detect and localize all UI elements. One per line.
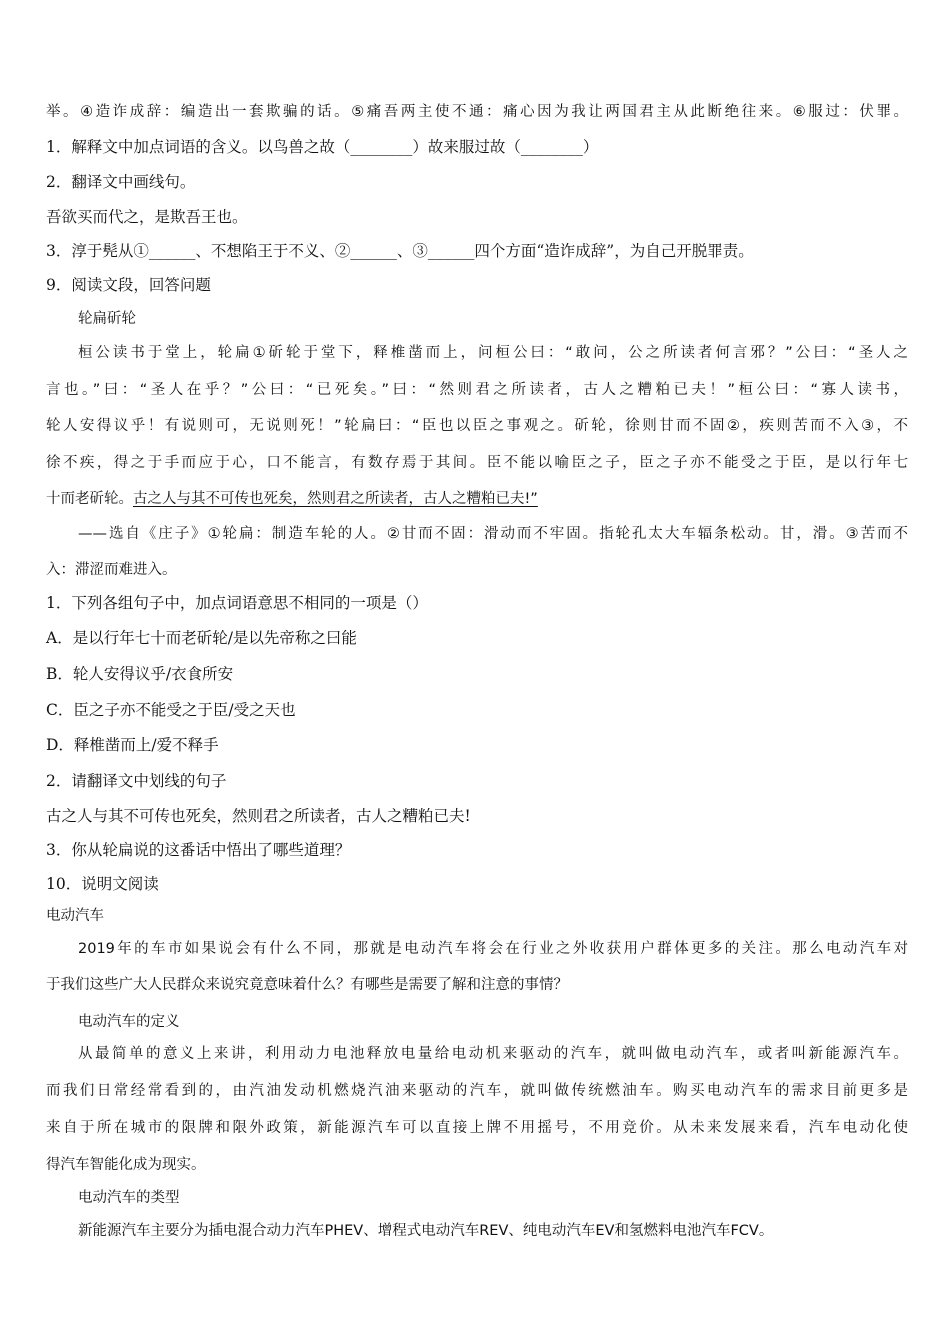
article-line: 于我们这些广大人民群众来说究竟意味着什么？有哪些是需要了解和注意的事情？	[46, 977, 568, 993]
option-c: C．臣之子亦不能受之于臣/受之天也	[46, 701, 296, 719]
option-a: A．是以行年七十而老斫轮/是以先帝称之曰能	[46, 629, 357, 647]
option-d: D．释椎凿而上/爱不释手	[46, 736, 219, 754]
passage-line: 徐不疾，得之于手而应于心，口不能言，有数存焉于其间。臣不能以喻臣之子，臣之子亦不能受之于臣，是以行年七	[46, 455, 908, 471]
underlined-sentence: 古之人与其不可传也死矣，然则君之所读者，古人之糟粕已夫!”	[133, 491, 538, 507]
source-note: 入：滞涩而难进入。	[46, 562, 177, 578]
article-title: 电动汽车	[46, 908, 104, 924]
question-line: 2．请翻译文中划线的句子	[46, 772, 227, 790]
question-line: 1．解释文中加点词语的含义。以鸟兽之故（________）故来服过故（________）	[46, 138, 599, 156]
article-line: 从最简单的意义上来讲，利用动力电池释放电量给电动机来驱动的汽车，就叫做电动汽车，或者叫新能源汽车。	[78, 1046, 908, 1062]
passage-text: 十而老斫轮。	[46, 491, 133, 507]
article-line: 得汽车智能化成为现实。	[46, 1157, 206, 1173]
passage-line: 轮人安得议乎！有说则可，无说则死！”轮扁曰：“臣也以臣之事观之。斫轮，徐则甘而不固②，疾则苦而不入③，不	[46, 418, 908, 434]
passage-line	[46, 489, 908, 509]
article-line: 而我们日常经常看到的，由汽油发动机燃烧汽油来驱动的汽车，就叫做传统燃油车。购买电动汽车的需求目前更多是	[46, 1083, 908, 1099]
article-line: 来自于所在城市的限牌和限外政策，新能源汽车可以直接上牌不用摇号，不用竞价。从未来发展来看，汽车电动化使	[46, 1120, 908, 1136]
section-heading: 9．阅读文段，回答问题	[46, 276, 211, 294]
source-note: ——选自《庄子》①轮扁：制造车轮的人。②甘而不固：滑动而不牢固。指轮孔太大车辐条松动。甘，滑。③苦而不	[78, 526, 908, 542]
question-line: 1．下列各组句子中，加点词语意思不相同的一项是（）	[46, 594, 428, 612]
article-line: 新能源汽车主要分为插电混合动力汽车PHEV、增程式电动汽车REV、纯电动汽车EV和氢燃料电池汽车FCV。	[78, 1223, 774, 1239]
answer-line: 古之人与其不可传也死矣，然则君之所读者，古人之糟粕已夫!	[46, 807, 471, 825]
subheading: 电动汽车的类型	[78, 1190, 180, 1206]
question-line: 3．你从轮扁说的这番话中悟出了哪些道理？	[46, 841, 351, 859]
section-heading: 10．说明文阅读	[46, 875, 159, 893]
passage-title: 轮扁斫轮	[78, 311, 136, 327]
question-line: 2．翻译文中画线句。	[46, 173, 196, 191]
article-line: 2019年的车市如果说会有什么不同，那就是电动汽车将会在行业之外收获用户群体更多的关注。那么电动汽车对	[78, 941, 908, 957]
option-b: B．轮人安得议乎/衣食所安	[46, 665, 234, 683]
passage-line: 桓公读书于堂上，轮扁①斫轮于堂下，释椎凿而上，问桓公曰：“敢问，公之所读者何言邪？”公曰：“圣人之	[78, 345, 908, 361]
subheading: 电动汽车的定义	[78, 1014, 180, 1030]
passage-line: 言也。”曰：“圣人在乎？”公曰：“已死矣。”曰：“然则君之所读者，古人之糟粕已夫！”桓公曰：“寡人读书，	[46, 382, 908, 398]
footnote-line: 举。④造诈成辞：编造出一套欺骗的话。⑤痛吾两主使不通：痛心因为我让两国君主从此断绝往来。⑥服过：伏罪。	[46, 104, 908, 120]
question-line: 3．淳于髡从①______、不想陷王于不义、②______、③______四个方面“造诈成辞”，为自己开脱罪责。	[46, 242, 754, 260]
answer-line: 吾欲买而代之，是欺吾王也。	[46, 208, 248, 226]
